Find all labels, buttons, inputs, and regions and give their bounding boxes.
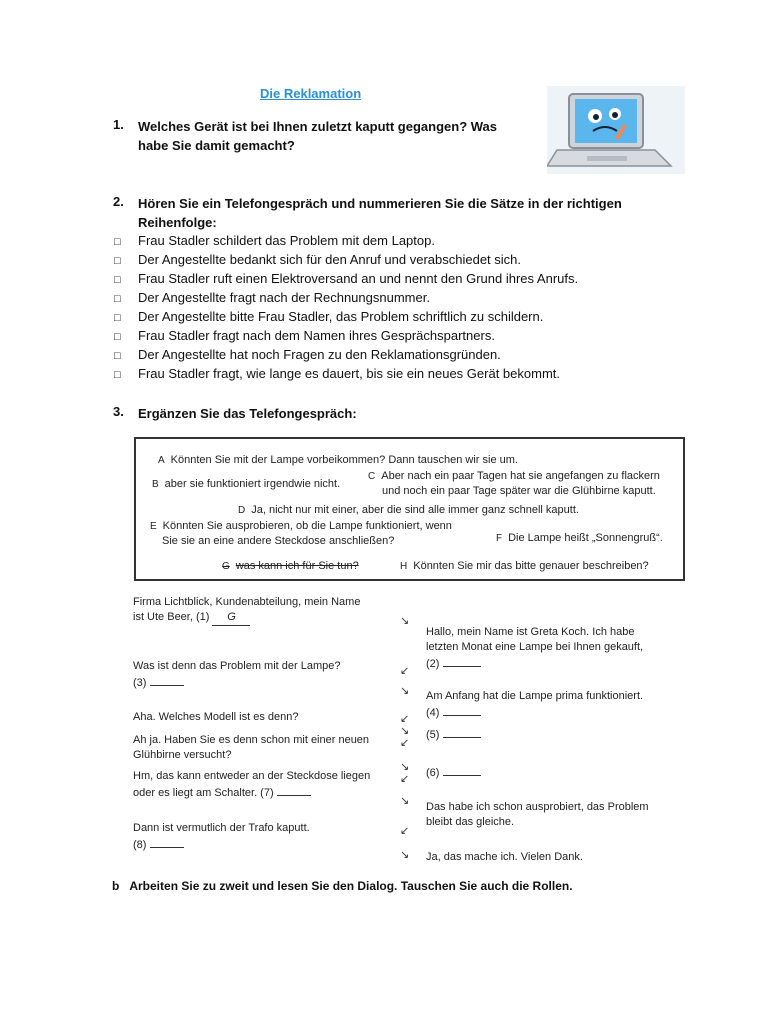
- dialog-line-3-right: (5): [426, 726, 481, 743]
- option-a: A Könnten Sie mit der Lampe vorbeikommen? Dann tauschen wir sie um.: [158, 454, 518, 466]
- answer-blank-6[interactable]: [443, 764, 481, 776]
- answer-blank-5[interactable]: [443, 726, 481, 738]
- arrow-right-icon: ↘: [400, 795, 410, 807]
- dialog-line-6-right: Ja, das mache ich. Vielen Dank.: [426, 851, 583, 863]
- arrow-left-icon: ↙: [400, 773, 410, 785]
- dialog-line-6-left: Dann ist vermutlich der Trafo kaputt. (8): [133, 822, 310, 851]
- dialog-line-4-left: Ah ja. Haben Sie es denn schon mit einer neuen Glühbirne versucht?: [133, 734, 370, 761]
- answer-blank-2[interactable]: [443, 655, 481, 667]
- dialog-line-2-left: Was ist denn das Problem mit der Lampe? (3): [133, 660, 341, 689]
- question-1-text: [138, 117, 658, 155]
- list-item[interactable]: □ Frau Stadler schildert das Problem mit dem Laptop.: [114, 231, 435, 252]
- task-b: [112, 879, 573, 893]
- list-item[interactable]: □ Frau Stadler fragt nach dem Namen ihres Gesprächspartners.: [114, 326, 495, 347]
- answer-blank-1[interactable]: G: [212, 610, 250, 626]
- arrow-right-icon: ↘: [400, 685, 410, 697]
- question-2-line-1: Hören Sie ein Telefongespräch und nummerieren Sie die Sätze in der richtigen: [138, 196, 622, 211]
- option-g: G was kann ich für Sie tun?: [222, 560, 359, 572]
- answer-blank-8[interactable]: [150, 836, 184, 848]
- answer-blank-4[interactable]: [443, 704, 481, 716]
- question-2-number: 2.: [113, 194, 124, 209]
- task-b-letter: b: [112, 879, 120, 893]
- arrow-left-icon: ↙: [400, 665, 410, 677]
- arrow-right-icon: ↘: [400, 725, 410, 737]
- arrow-left-icon: ↙: [400, 825, 410, 837]
- answer-blank-7[interactable]: [277, 784, 311, 796]
- option-d: D Ja, nicht nur mit einer, aber die sind alle immer ganz schnell kaputt.: [238, 504, 579, 516]
- arrow-right-icon: ↘: [400, 849, 410, 861]
- list-item[interactable]: □ Der Angestellte bitte Frau Stadler, das Problem schriftlich zu schildern.: [114, 307, 543, 328]
- checkbox-icon[interactable]: □: [114, 350, 121, 362]
- question-2-line-2: Reihenfolge:: [138, 215, 217, 230]
- option-c: C Aber nach ein paar Tagen hat sie angefangen zu flackern und noch ein paar Tage später war die Glühbirne kaputt.: [368, 470, 660, 497]
- question-1-number: 1.: [113, 117, 124, 132]
- list-item[interactable]: □ Frau Stadler fragt, wie lange es dauert, bis sie ein neues Gerät bekommt.: [114, 364, 560, 385]
- question-1-line-2: habe Sie damit gemacht?: [138, 138, 295, 153]
- checkbox-icon[interactable]: □: [114, 274, 121, 286]
- dialog-line-4-right: (6): [426, 764, 481, 781]
- dialog-line-5-left: Hm, das kann entweder an der Steckdose liegen oder es liegt am Schalter. (7): [133, 770, 371, 799]
- task-b-text: Arbeiten Sie zu zweit und lesen Sie den Dialog. Tauschen Sie auch die Rollen.: [129, 879, 573, 893]
- arrow-right-icon: ↘: [400, 615, 410, 627]
- arrow-right-icon: ↘: [400, 761, 410, 773]
- list-item[interactable]: □ Der Angestellte hat noch Fragen zu den Reklamationsgründen.: [114, 345, 501, 366]
- dialog-line-5-right: Das habe ich schon ausprobiert, das Problem bleibt das gleiche.: [426, 801, 649, 828]
- dialog-line-2-right: Am Anfang hat die Lampe prima funktioniert. (4): [426, 690, 644, 719]
- question-3-text: Ergänzen Sie das Telefongespräch:: [138, 406, 357, 421]
- list-item[interactable]: □ Der Angestellte bedankt sich für den Anruf und verabschiedet sich.: [114, 250, 521, 271]
- list-item[interactable]: □ Der Angestellte fragt nach der Rechnungsnummer.: [114, 288, 430, 309]
- question-2-text: [138, 194, 658, 232]
- option-f: F Die Lampe heißt „Sonnengruß“.: [496, 532, 663, 544]
- arrow-left-icon: ↙: [400, 737, 410, 749]
- checkbox-icon[interactable]: □: [114, 312, 121, 324]
- option-h: H Könnten Sie mir das bitte genauer beschreiben?: [400, 560, 649, 572]
- answer-options-box: [134, 437, 685, 581]
- answer-blank-3[interactable]: [150, 674, 184, 686]
- checkbox-icon[interactable]: □: [114, 236, 121, 248]
- question-3-number: 3.: [113, 404, 124, 419]
- dialog-line-1-left: Firma Lichtblick, Kundenabteilung, mein Name ist Ute Beer, (1) G: [133, 595, 360, 626]
- option-e: E Könnten Sie ausprobieren, ob die Lampe funktioniert, wenn Sie sie an eine andere Steckdose anschließen?: [150, 520, 452, 547]
- checkbox-icon[interactable]: □: [114, 369, 121, 381]
- arrow-left-icon: ↙: [400, 713, 410, 725]
- dialog-line-3-left: Aha. Welches Modell ist es denn?: [133, 711, 299, 723]
- dialog-line-1-right: Hallo, mein Name ist Greta Koch. Ich habe letzten Monat eine Lampe bei Ihnen gekauft, (2): [426, 626, 644, 670]
- checkbox-icon[interactable]: □: [114, 293, 121, 305]
- list-item[interactable]: □ Frau Stadler ruft einen Elektroversand an und nennt den Grund ihres Anrufs.: [114, 269, 578, 290]
- question-1-line-1: Welches Gerät ist bei Ihnen zuletzt kaputt gegangen? Was: [138, 119, 498, 134]
- worksheet-title: Die Reklamation: [260, 86, 362, 101]
- checkbox-icon[interactable]: □: [114, 255, 121, 267]
- option-b: B aber sie funktioniert irgendwie nicht.: [152, 478, 341, 490]
- checkbox-icon[interactable]: □: [114, 331, 121, 343]
